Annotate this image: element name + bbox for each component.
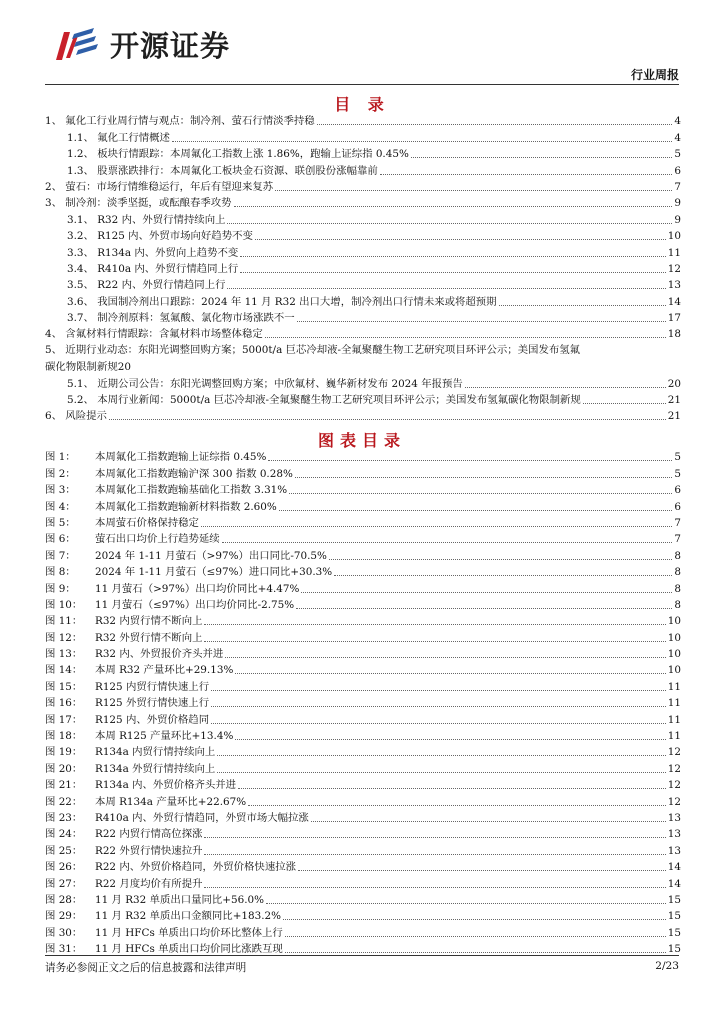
figure-caption: 本周氟化工指数跑输上证综指 0.45% <box>95 451 267 464</box>
toc-entry-text-continued: 碳化物限制新规 <box>45 360 118 373</box>
figure-entry-text <box>45 826 202 842</box>
toc-entry-text: 5、 近期行业动态：东阳光调整回购方案；5000t/a 巨芯冷却液-全氟聚醚生物工艺研究项目环评公示；美国发布氢氟 <box>45 344 581 357</box>
figure-entry-text <box>45 515 199 531</box>
figure-caption: R125 内、外贸价格趋同 <box>95 713 210 726</box>
figure-page-number: 6 <box>674 500 681 513</box>
toc-entry[interactable] <box>45 162 681 178</box>
figure-entry-text <box>45 876 202 892</box>
toc-page-number: 7 <box>674 180 681 193</box>
figure-label: 图 14： <box>45 664 83 677</box>
figure-caption: R22 月度均价有所提升 <box>95 877 203 890</box>
figure-label: 图 28： <box>45 893 83 906</box>
figure-entry[interactable] <box>45 465 681 481</box>
figure-entry-text <box>45 843 202 859</box>
figure-page-number: 10 <box>667 631 681 644</box>
figure-page-number: 15 <box>667 926 681 939</box>
figure-caption: R22 外贸行情快速拉升 <box>95 844 203 857</box>
toc-leader-dots <box>297 321 666 322</box>
figure-entry-text <box>45 531 220 547</box>
figure-leader-dots <box>201 526 672 527</box>
company-logo <box>50 22 230 66</box>
toc-page-number: 11 <box>667 246 681 259</box>
toc-page-number: 17 <box>667 312 681 325</box>
figure-label: 图 11： <box>45 615 83 628</box>
figure-entry-text <box>45 925 283 941</box>
toc-entry[interactable] <box>45 392 681 408</box>
figure-leader-dots <box>334 575 672 576</box>
toc-leader-dots <box>583 403 666 404</box>
toc-page-number: 13 <box>667 279 681 292</box>
figure-leader-dots <box>285 952 666 953</box>
figure-entry-text <box>45 613 202 629</box>
figure-caption: 本周萤石价格保持稳定 <box>95 516 199 529</box>
figure-entry-text <box>45 908 281 924</box>
figure-leader-dots <box>204 887 665 888</box>
figure-entry-text <box>45 761 215 777</box>
toc-entry[interactable] <box>45 277 681 293</box>
toc-title: 目 录 <box>334 95 390 114</box>
figure-label: 图 31： <box>45 943 83 956</box>
figure-label: 图 1： <box>45 451 76 464</box>
toc-entry[interactable] <box>45 326 681 342</box>
figure-leader-dots <box>298 870 666 871</box>
figure-entry[interactable] <box>45 810 681 826</box>
figure-caption: R32 内、外贸报价齐头并进 <box>95 648 224 661</box>
figure-caption: 本周氟化工指数跑输新材料指数 2.60% <box>95 500 277 513</box>
figure-entry[interactable] <box>45 793 681 809</box>
figure-label: 图 20： <box>45 762 83 775</box>
toc-entry-text: 3、 制冷剂：淡季坚挺，或酝酿春季攻势 <box>45 197 232 210</box>
toc-entry[interactable] <box>45 113 681 129</box>
figure-entry[interactable] <box>45 547 681 563</box>
figure-label: 图 2： <box>45 467 76 480</box>
figure-page-number: 13 <box>667 811 681 824</box>
figure-label: 图 21： <box>45 779 83 792</box>
figure-label: 图 12： <box>45 631 83 644</box>
figure-caption: 11 月萤石（≤97%）出口均价同比-2.75% <box>95 598 295 611</box>
toc-leader-dots <box>265 337 666 338</box>
figure-label: 图 3： <box>45 484 76 497</box>
figure-label: 图 15： <box>45 680 83 693</box>
figure-leader-dots <box>204 837 665 838</box>
figure-leader-dots <box>204 854 665 855</box>
toc-leader-dots <box>255 239 666 240</box>
figure-page-number: 8 <box>674 582 681 595</box>
figure-page-number: 13 <box>667 844 681 857</box>
toc-page-number: 21 <box>667 410 681 423</box>
toc-entry-text: 3.5、 R22 内、外贸行情趋同上行 <box>67 279 226 292</box>
figure-caption: R125 外贸行情快速上行 <box>95 697 210 710</box>
figure-entry-text <box>45 466 293 482</box>
figure-caption: R134a 内贸行情持续向上 <box>95 746 216 759</box>
figure-page-number: 11 <box>667 697 681 710</box>
figure-leader-dots <box>225 657 666 658</box>
figure-entry-text <box>45 744 215 760</box>
figure-label: 图 16： <box>45 697 83 710</box>
page-number: 2/23 <box>655 960 679 972</box>
toc-page-number: 20 <box>667 377 681 390</box>
figure-entry[interactable] <box>45 580 681 596</box>
footer-divider <box>45 955 679 956</box>
figure-caption: 2024 年 1-11 月萤石（≤97%）进口同比+30.3% <box>95 566 333 579</box>
figure-label: 图 26： <box>45 861 83 874</box>
figure-entry[interactable] <box>45 613 681 629</box>
figure-entry-text <box>45 548 327 564</box>
figure-caption: R22 内贸行情高位探涨 <box>95 828 203 841</box>
figure-leader-dots <box>301 592 672 593</box>
figure-page-number: 14 <box>667 877 681 890</box>
toc-entry-text: 5.1、 近期公司公告：东阳光调整回购方案；中欣氟材、巍华新材发布 2024 年报预告 <box>67 377 463 390</box>
figure-leader-dots <box>204 641 665 642</box>
toc-page-number: 4 <box>674 115 681 128</box>
figure-entry[interactable] <box>45 695 681 711</box>
figure-page-number: 11 <box>667 713 681 726</box>
figure-entry[interactable] <box>45 908 681 924</box>
figure-leader-dots <box>248 805 666 806</box>
figure-label: 图 6： <box>45 533 76 546</box>
figure-entry[interactable] <box>45 760 681 776</box>
figure-page-number: 15 <box>667 910 681 923</box>
figure-page-number: 11 <box>667 730 681 743</box>
figure-entry[interactable] <box>45 924 681 940</box>
figure-page-number: 12 <box>667 779 681 792</box>
figure-caption: 本周氟化工指数跑输基础化工指数 3.31% <box>95 484 288 497</box>
figure-leader-dots <box>283 919 666 920</box>
figure-entry[interactable] <box>45 597 681 613</box>
figure-page-number: 14 <box>667 861 681 874</box>
figure-page-number: 15 <box>667 893 681 906</box>
figure-leader-dots <box>285 936 666 937</box>
figure-entry-text <box>45 728 233 744</box>
figure-entry[interactable] <box>45 629 681 645</box>
toc-leader-dots <box>227 223 672 224</box>
figure-page-number: 12 <box>667 746 681 759</box>
figure-caption: 11 月 R32 单质出口金额同比+183.2% <box>95 910 282 923</box>
toc-entry-text: 3.3、 R134a 内、外贸向上趋势不变 <box>67 246 239 259</box>
figure-caption: 11 月 R32 单质出口量同比+56.0% <box>95 893 265 906</box>
figure-entry[interactable] <box>45 728 681 744</box>
toc-leader-dots <box>317 124 673 125</box>
figure-leader-dots <box>279 510 673 511</box>
figure-entry-text <box>45 597 294 613</box>
figure-leader-dots <box>211 706 666 707</box>
figure-page-number: 12 <box>667 795 681 808</box>
figure-leader-dots <box>238 788 666 789</box>
toc-leader-dots <box>172 141 672 142</box>
toc-entry[interactable] <box>45 146 681 162</box>
kaiyuan-logo-icon <box>50 22 106 66</box>
figure-page-number: 5 <box>674 467 681 480</box>
figure-entry[interactable] <box>45 662 681 678</box>
toc-leader-dots <box>227 288 665 289</box>
toc-entry[interactable] <box>45 375 681 391</box>
toc-entry-text: 3.7、 制冷剂原料：氢氟酸、氯化物市场涨跌不一 <box>67 312 295 325</box>
figure-label: 图 27： <box>45 877 83 890</box>
figure-entry[interactable] <box>45 678 681 694</box>
toc-page-number: 21 <box>667 394 681 407</box>
figure-caption: 本周 R125 产量环比+13.4% <box>95 730 234 743</box>
toc-entry[interactable] <box>45 228 681 244</box>
toc-entry-text: 3.6、 我国制冷剂出口跟踪：2024 年 11 月 R32 出口大增，制冷剂出口行情未来或将超预期 <box>67 295 497 308</box>
figure-label: 图 13： <box>45 648 83 661</box>
figure-label: 图 22： <box>45 795 83 808</box>
figure-page-number: 6 <box>674 484 681 497</box>
figure-page-number: 12 <box>667 762 681 775</box>
figure-page-number: 10 <box>667 664 681 677</box>
toc-entry-text: 4、 含氟材料行情跟踪：含氟材料市场整体稳定 <box>45 328 263 341</box>
figure-caption: R134a 内、外贸价格齐头并进 <box>95 779 237 792</box>
figure-entry-text <box>45 646 223 662</box>
figure-label: 图 30： <box>45 926 83 939</box>
toc-list <box>45 113 681 424</box>
toc-entry[interactable] <box>45 310 681 326</box>
figure-caption: 本周氟化工指数跑输沪深 300 指数 0.28% <box>95 467 293 480</box>
toc-entry-text: 2、 萤石：市场行情维稳运行，年后有望迎来复苏 <box>45 180 274 193</box>
toc-leader-dots <box>275 190 672 191</box>
company-name: 开源证券 <box>110 28 231 63</box>
figure-leader-dots <box>222 542 673 543</box>
toc-page-number: 18 <box>667 328 681 341</box>
figure-entry-text <box>45 794 246 810</box>
figure-entry-text <box>45 662 233 678</box>
figure-leader-dots <box>235 673 665 674</box>
toc-leader-dots <box>109 419 666 420</box>
toc-entry-text: 6、 风险提示 <box>45 410 107 423</box>
toc-page-number: 4 <box>674 131 681 144</box>
figure-caption: 11 月 HFCs 单质出口均价同比涨跌互现 <box>95 943 283 956</box>
figure-leader-dots <box>235 739 665 740</box>
figure-entry[interactable] <box>45 744 681 760</box>
figure-label: 图 7： <box>45 549 76 562</box>
toc-page-number: 10 <box>667 230 681 243</box>
figure-entry[interactable] <box>45 875 681 891</box>
figure-entry[interactable] <box>45 777 681 793</box>
figure-entry[interactable] <box>45 892 681 908</box>
figure-caption: R32 外贸行情不断向上 <box>95 631 203 644</box>
figure-entry[interactable] <box>45 531 681 547</box>
toc-entry-text: 3.1、 R32 内、外贸行情持续向上 <box>67 213 226 226</box>
figure-entry-text <box>45 630 202 646</box>
figure-label: 图 29： <box>45 910 83 923</box>
figure-caption: 11 月萤石（>97%）出口均价同比+4.47% <box>95 582 300 595</box>
toc-leader-dots <box>240 272 665 273</box>
figure-entry[interactable] <box>45 498 681 514</box>
figure-entry[interactable] <box>45 826 681 842</box>
toc-page-number: 6 <box>674 164 681 177</box>
figure-leader-dots <box>211 723 666 724</box>
figure-page-number: 10 <box>667 648 681 661</box>
toc-entry[interactable] <box>45 179 681 195</box>
toc-entry[interactable] <box>45 195 681 211</box>
toc-entry-text: 1.3、 股票涨跌排行：本周氟化工板块金石资源、联创股份涨幅靠前 <box>67 164 378 177</box>
toc-entry[interactable] <box>45 293 681 309</box>
toc-leader-dots <box>411 157 673 158</box>
figure-leader-dots <box>296 608 672 609</box>
figure-entry[interactable] <box>45 646 681 662</box>
figure-label: 图 25： <box>45 844 83 857</box>
toc-entry[interactable] <box>45 408 681 424</box>
figure-label: 图 18： <box>45 730 83 743</box>
toc-entry-text: 5.2、 本周行业新闻：5000t/a 巨芯冷却液-全氟聚醚生物工艺研究项目环评公示；美国发布氢氟碳化物限制新规 <box>67 394 581 407</box>
toc-entry-text: 3.2、 R125 内、外贸市场向好趋势不变 <box>67 230 253 243</box>
figure-caption: 萤石出口均价上行趋势延续 <box>95 533 220 546</box>
toc-entry[interactable] <box>45 211 681 227</box>
figure-entry-text <box>45 859 296 875</box>
toc-leader-dots <box>240 256 665 257</box>
figure-leader-dots <box>329 559 672 560</box>
toc-page-number: 9 <box>674 197 681 210</box>
toc-leader-dots <box>234 206 673 207</box>
figure-list-title: 图表目录 <box>317 431 406 450</box>
figure-leader-dots <box>311 821 666 822</box>
figure-entry[interactable] <box>45 859 681 875</box>
figure-label: 图 8： <box>45 566 76 579</box>
figure-caption: 本周 R134a 产量环比+22.67% <box>95 795 247 808</box>
toc-page-number: 14 <box>667 295 681 308</box>
toc-entry-text: 3.4、 R410a 内、外贸行情趋同上行 <box>67 262 239 275</box>
figure-entry[interactable] <box>45 711 681 727</box>
figure-leader-dots <box>211 690 666 691</box>
toc-page-number: 20 <box>117 360 131 373</box>
figure-label: 图 19： <box>45 746 83 759</box>
figure-label: 图 23： <box>45 811 83 824</box>
figure-entry-text <box>45 892 264 908</box>
figure-leader-dots <box>217 772 665 773</box>
figure-caption: R134a 外贸行情持续向上 <box>95 762 216 775</box>
figure-caption: R410a 内、外贸行情趋同，外贸市场大幅拉涨 <box>95 811 309 824</box>
toc-leader-dots <box>380 174 673 175</box>
figure-leader-dots <box>289 493 672 494</box>
toc-entry[interactable] <box>45 261 681 277</box>
figure-entry-text <box>45 499 277 515</box>
toc-leader-dots <box>499 305 666 306</box>
header-divider <box>45 84 679 85</box>
figure-caption: R22 内、外贸价格趋同，外贸价格快速拉涨 <box>95 861 296 874</box>
figure-label: 图 17： <box>45 713 83 726</box>
figure-entry-text <box>45 564 332 580</box>
figure-caption: 11 月 HFCs 单质出口均价环比整体上行 <box>95 926 283 939</box>
toc-entry[interactable] <box>45 129 681 145</box>
toc-entry[interactable] <box>45 342 681 375</box>
page-header <box>0 0 724 90</box>
figure-entry-text <box>45 679 209 695</box>
toc-entry[interactable] <box>45 244 681 260</box>
figure-leader-dots <box>268 460 672 461</box>
figure-label: 图 5： <box>45 516 76 529</box>
toc-page-number: 5 <box>674 148 681 161</box>
figure-leader-dots <box>295 477 673 478</box>
report-type-label: 行业周报 <box>630 68 679 82</box>
figure-label: 图 10： <box>45 598 83 611</box>
figure-page-number: 7 <box>674 533 681 546</box>
toc-page-number: 12 <box>667 262 681 275</box>
figure-page-number: 13 <box>667 828 681 841</box>
figure-page-number: 7 <box>674 516 681 529</box>
figure-page-number: 8 <box>674 549 681 562</box>
figure-label: 图 24： <box>45 828 83 841</box>
figure-label: 图 4： <box>45 500 76 513</box>
figure-entry-text <box>45 777 236 793</box>
figure-entry-text <box>45 581 299 597</box>
figure-leader-dots <box>204 624 665 625</box>
figure-page-number: 5 <box>674 451 681 464</box>
figure-label: 图 9： <box>45 582 76 595</box>
figure-page-number: 8 <box>674 598 681 611</box>
figure-entry[interactable] <box>45 482 681 498</box>
figure-page-number: 10 <box>667 615 681 628</box>
figure-entry[interactable] <box>45 564 681 580</box>
figure-caption: R125 内贸行情快速上行 <box>95 680 210 693</box>
toc-entry-continuation <box>45 359 681 375</box>
footer-disclaimer: 请务必参阅正文之后的信息披露和法律声明 <box>45 962 247 974</box>
figure-list <box>45 449 681 957</box>
figure-entry-text <box>45 810 309 826</box>
figure-entry[interactable] <box>45 449 681 465</box>
toc-leader-dots <box>465 387 666 388</box>
figure-entry-text <box>45 695 209 711</box>
figure-caption: R32 内贸行情不断向上 <box>95 615 203 628</box>
figure-entry[interactable] <box>45 842 681 858</box>
toc-page-number: 9 <box>674 213 681 226</box>
toc-entry-text: 1.1、 氟化工行情概述 <box>67 131 170 144</box>
toc-entry-text: 1、 氟化工行业周行情与观点：制冷剂、萤石行情淡季持稳 <box>45 115 315 128</box>
figure-leader-dots <box>217 755 665 756</box>
figure-entry[interactable] <box>45 515 681 531</box>
figure-page-number: 8 <box>674 566 681 579</box>
figure-page-number: 15 <box>667 943 681 956</box>
figure-entry-text <box>45 712 209 728</box>
figure-caption: 本周 R32 产量环比+29.13% <box>95 664 234 677</box>
figure-page-number: 11 <box>667 680 681 693</box>
figure-caption: 2024 年 1-11 月萤石（>97%）出口同比-70.5% <box>95 549 327 562</box>
figure-entry-text <box>45 449 266 465</box>
figure-entry-text <box>45 482 287 498</box>
toc-entry-text: 1.2、 板块行情跟踪：本周氟化工指数上涨 1.86%，跑输上证综指 0.45% <box>67 148 409 161</box>
figure-leader-dots <box>266 903 666 904</box>
